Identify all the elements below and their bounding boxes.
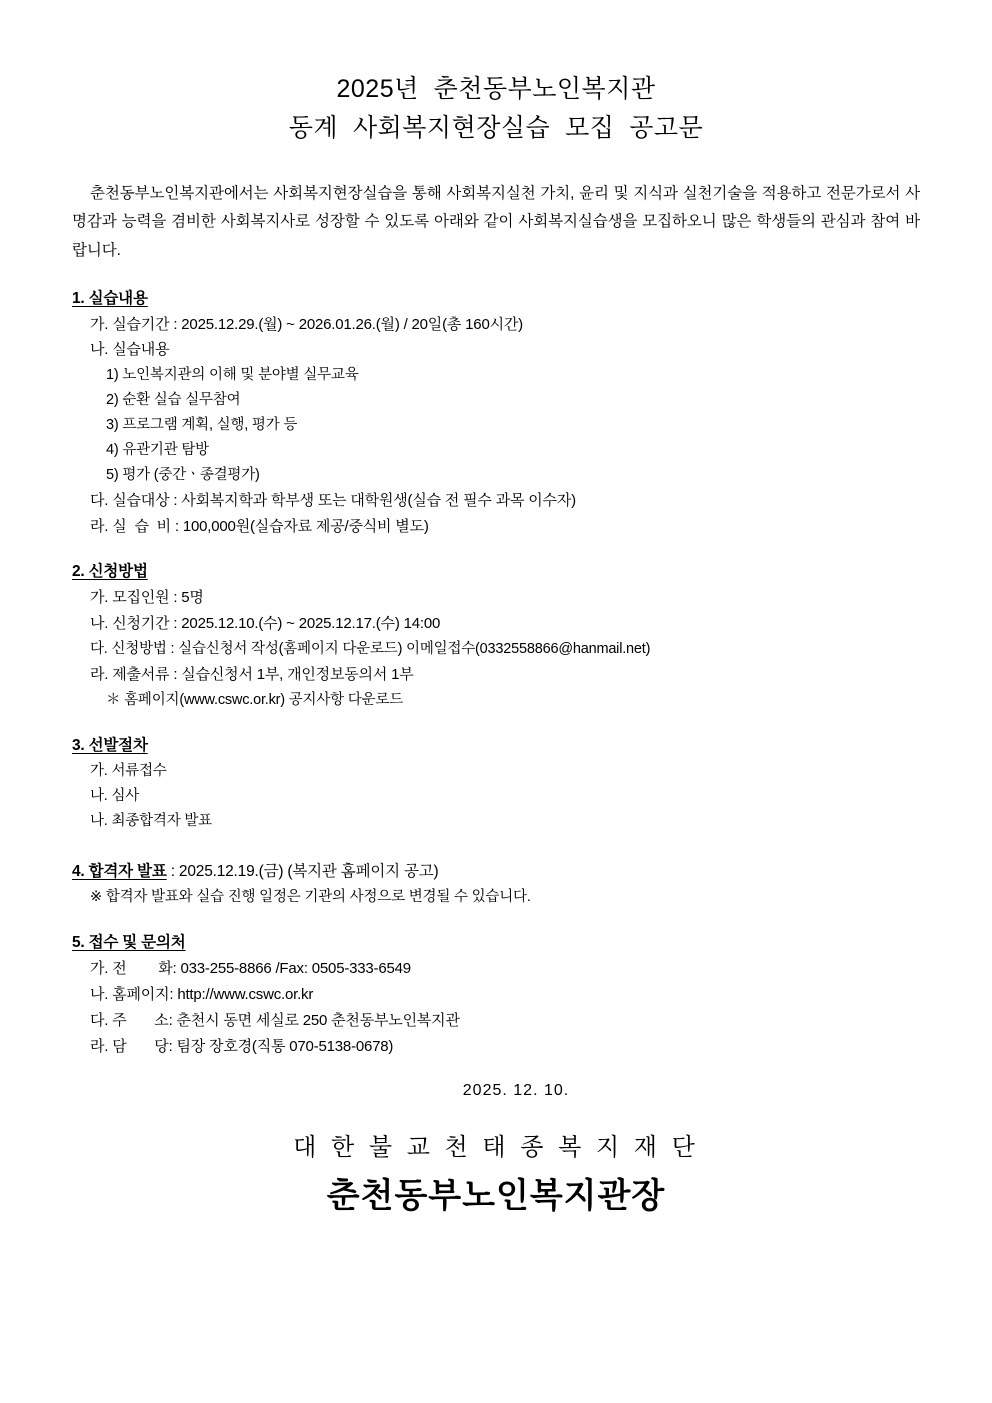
signature-organization: 대 한 불 교 천 태 종 복 지 재 단 [293, 1133, 699, 1161]
list-item: 가. 서류접수 [90, 762, 167, 779]
signature-title: 춘천동부노인복지관장 [326, 1176, 666, 1215]
list-item: 나. 심사 [90, 787, 140, 804]
list-item: 1) 노인복지관의 이해 및 분야별 실무교육 [106, 367, 359, 384]
issue-date: 2025. 12. 10. [462, 1081, 570, 1099]
list-item: 가. 전 화: 033-255-8866 /Fax: 0505-333-6549 [90, 960, 411, 978]
section-heading: 4. 합격자 발표 [72, 863, 167, 881]
intro-paragraph: 춘천동부노인복지관에서는 사회복지현장실습을 통해 사회복지실천 가치, 윤리 및 지식과 실천기술을 적용하고 전문가로서 사명감과 능력을 겸비한 사회복지사로 성장할 수 있도록 아래와 같이 사회복지실습생을 모집하오니 많은 학생들의 관심과 참여 바랍니다. [72, 184, 920, 259]
list-item: 4) 유관기관 탐방 [106, 441, 209, 458]
section-application-method [72, 559, 920, 712]
list-item: 나. 최종합격자 발표 [90, 812, 212, 829]
section-heading: 1. 실습내용 [72, 289, 148, 307]
list-item: 나. 홈페이지: http://www.cswc.or.kr [90, 986, 314, 1004]
signature-block [72, 1130, 920, 1221]
list-item-note: ＊ 홈페이지(www.cswc.or.kr) 공지사항 다운로드 [106, 691, 404, 708]
section-result-announcement [72, 859, 920, 910]
list-item: 라. 제출서류 : 실습신청서 1부, 개인정보동의서 1부 [90, 665, 414, 683]
section-selection-process [72, 733, 920, 834]
list-item: 가. 실습기간 : 2025.12.29.(월) ~ 2026.01.26.(월) / 20일(총 160시간) [90, 315, 523, 333]
list-item: 다. 주 소: 춘천시 동면 세실로 250 춘천동부노인복지관 [90, 1012, 460, 1029]
section-heading: 5. 접수 및 문의처 [72, 934, 186, 952]
spacer [72, 833, 920, 839]
list-item: 라. 담 당: 팀장 장호경(직통 070-5138-0678) [90, 1037, 394, 1055]
section-heading: 2. 신청방법 [72, 563, 148, 581]
list-item: 다. 신청방법 : 실습신청서 작성(홈페이지 다운로드) 이메일접수(0332558866@hanmail.net) [90, 640, 651, 657]
list-item: 나. 신청기간 : 2025.12.10.(수) ~ 2025.12.17.(수) 14:00 [90, 615, 441, 633]
section-heading-rest: : 2025.12.19.(금) (복지관 홈페이지 공고) [166, 863, 439, 881]
section-heading: 3. 선발절차 [72, 736, 148, 754]
section-contact [72, 930, 920, 1059]
page-title [72, 70, 920, 148]
section-heading-inline [72, 859, 920, 881]
list-item: 라. 실 습 비 : 100,000원(실습자료 제공/중식비 별도) [90, 517, 429, 535]
result-notice: ※ 합격자 발표와 실습 진행 일정은 기관의 사정으로 변경될 수 있습니다. [90, 889, 531, 906]
title-line-1: 2025년 춘천동부노인복지관 [336, 75, 656, 103]
title-line-2: 동계 사회복지현장실습 모집 공고문 [288, 113, 704, 142]
list-item: 5) 평가 (중간ㆍ종결평가) [106, 466, 260, 483]
list-item: 나. 실습내용 [90, 341, 170, 359]
list-item: 2) 순환 실습 실무참여 [106, 392, 241, 409]
list-item: 3) 프로그램 계획, 실행, 평가 등 [106, 416, 298, 433]
list-item: 다. 실습대상 : 사회복지학과 학부생 또는 대학원생(실습 전 필수 과목 이수자) [90, 491, 576, 509]
list-item: 가. 모집인원 : 5명 [90, 589, 204, 607]
section-practicum-content [72, 286, 920, 540]
